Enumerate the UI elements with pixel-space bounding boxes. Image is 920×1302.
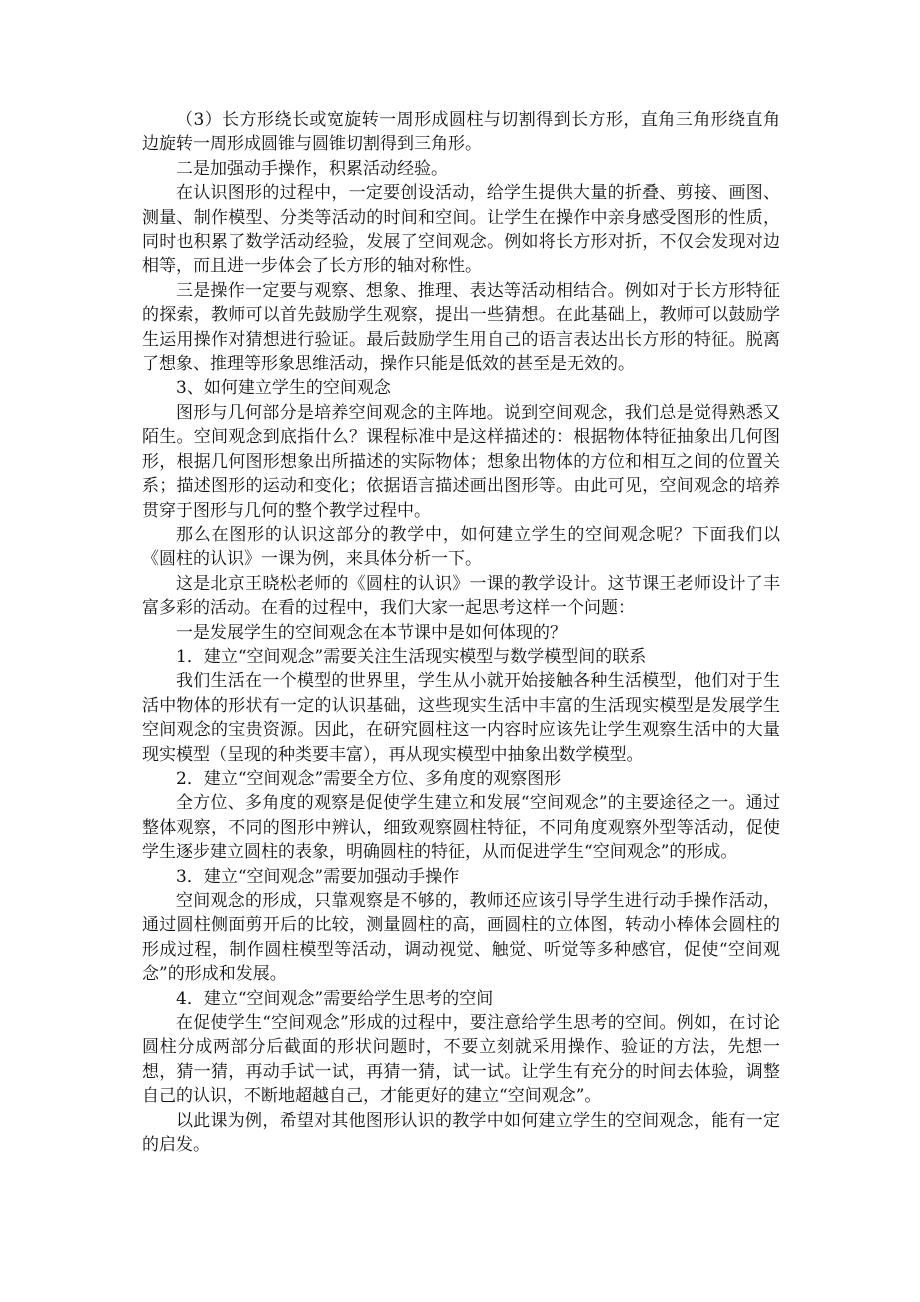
paragraph-thinking-space: 在促使学生“空间观念”形成的过程中，要注意给学生思考的空间。例如，在讨论圆柱分成两部分后截面的形状问题时，不要立刻就采用操作、验证的方法，先想一想，猜一猜，再动手试一试，再猜一猜，试一试。让学生有充分的时间去体验，调整自己的认识，不断地超越自己，才能更好的建立“空间观念”。 (142, 1013, 780, 1107)
section-heading-3: 3、如何建立学生的空间观念 (176, 378, 391, 399)
paragraph-point-two-heading: 二是加强动手操作，积累活动经验。 (176, 158, 448, 179)
subheading-4: 4．建立“空间观念”需要给学生思考的空间 (176, 988, 494, 1009)
paragraph-observation: 全方位、多角度的观察是促使学生建立和发展“空间观念”的主要途径之一。通过整体观察，不同的图形中辨认，细致观察圆柱特征，不同角度观察外型等活动，促使学生逐步建立圆柱的表象，明确圆柱的特征，从而促进学生“空间观念”的形成。 (142, 793, 780, 863)
paragraph-cylinder-example-intro: 那么在图形的认识这部分的教学中，如何建立学生的空间观念呢？下面我们以《圆柱的认识》一课为例，来具体分析一下。 (142, 524, 780, 570)
subheading-3: 3．建立“空间观念”需要加强动手操作 (176, 866, 460, 887)
paragraph-rotation-shapes: （3）长方形绕长或宽旋转一周形成圆柱与切割得到长方形，直角三角形绕直角边旋转一周形成圆锥与圆锥切割得到三角形。 (142, 110, 780, 155)
paragraph-hands-on-activities: 在认识图形的过程中，一定要创设活动，给学生提供大量的折叠、剪接、画图、测量、制作模型、分类等活动的时间和空间。让学生在操作中亲身感受图形的性质，同时也积累了数学活动经验，发展了空间观念。例如将长方形对折，不仅会发现对边相等，而且进一步体会了长方形的轴对称性。 (142, 183, 780, 277)
paragraph-real-models: 我们生活在一个模型的世界里，学生从小就开始接触各种生活模型，他们对于生活中物体的形状有一定的认识基础，这些现实生活中丰富的生活现实模型是发展学生空间观念的宝贵资源。因此，在研究圆柱这一内容时应该先让学生观察生活中的大量现实模型（呈现的种类要丰富），再从现实模型中抽象出数学模型。 (142, 671, 780, 765)
subheading-2: 2．建立“空间观念”需要全方位、多角度的观察图形 (176, 768, 562, 789)
paragraph-spatial-concept-definition: 图形与几何部分是培养空间观念的主阵地。说到空间观念，我们总是觉得熟悉又陌生。空间观念到底指什么？课程标准中是这样描述的：根据物体特征抽象出几何图形，根据几何图形想象出所描述的实际物体；想象出物体的方位和相互之间的位置关系；描述图形的运动和变化；依据语言描述画出图形等。由此可见，空间观念的培养贯穿于图形与几何的整个教学过程中。 (142, 402, 780, 521)
document-body (142, 108, 780, 1157)
paragraph-point-three: 三是操作一定要与观察、想象、推理、表达等活动相结合。例如对于长方形特征的探索，教师可以首先鼓励学生观察，提出一些猜想。在此基础上，教师可以鼓励学生运用操作对猜想进行验证。最后鼓励学生用自己的语言表达出长方形的特征。脱离了想象、推理等形象思维活动，操作只能是低效的甚至是无效的。 (142, 280, 780, 375)
paragraph-conclusion: 以此课为例，希望对其他图形认识的教学中如何建立学生的空间观念，能有一定的启发。 (142, 1110, 780, 1156)
subheading-1: 1．建立“空间观念”需要关注生活现实模型与数学模型间的联系 (176, 646, 647, 667)
paragraph-question: 一是发展学生的空间观念在本节课中是如何体现的？ (176, 622, 567, 643)
paragraph-hands-on-cylinder: 空间观念的形成，只靠观察是不够的，教师还应该引导学生进行动手操作活动，通过圆柱侧面剪开后的比较，测量圆柱的高，画圆柱的立体图，转动小棒体会圆柱的形成过程，制作圆柱模型等活动，调动视觉、触觉、听觉等多种感官，促使“空间观念”的形成和发展。 (142, 891, 780, 985)
paragraph-teaching-design: 这是北京王晓松老师的《圆柱的认识》一课的教学设计。这节课王老师设计了丰富多彩的活动。在看的过程中，我们大家一起思考这样一个问题： (142, 573, 780, 619)
